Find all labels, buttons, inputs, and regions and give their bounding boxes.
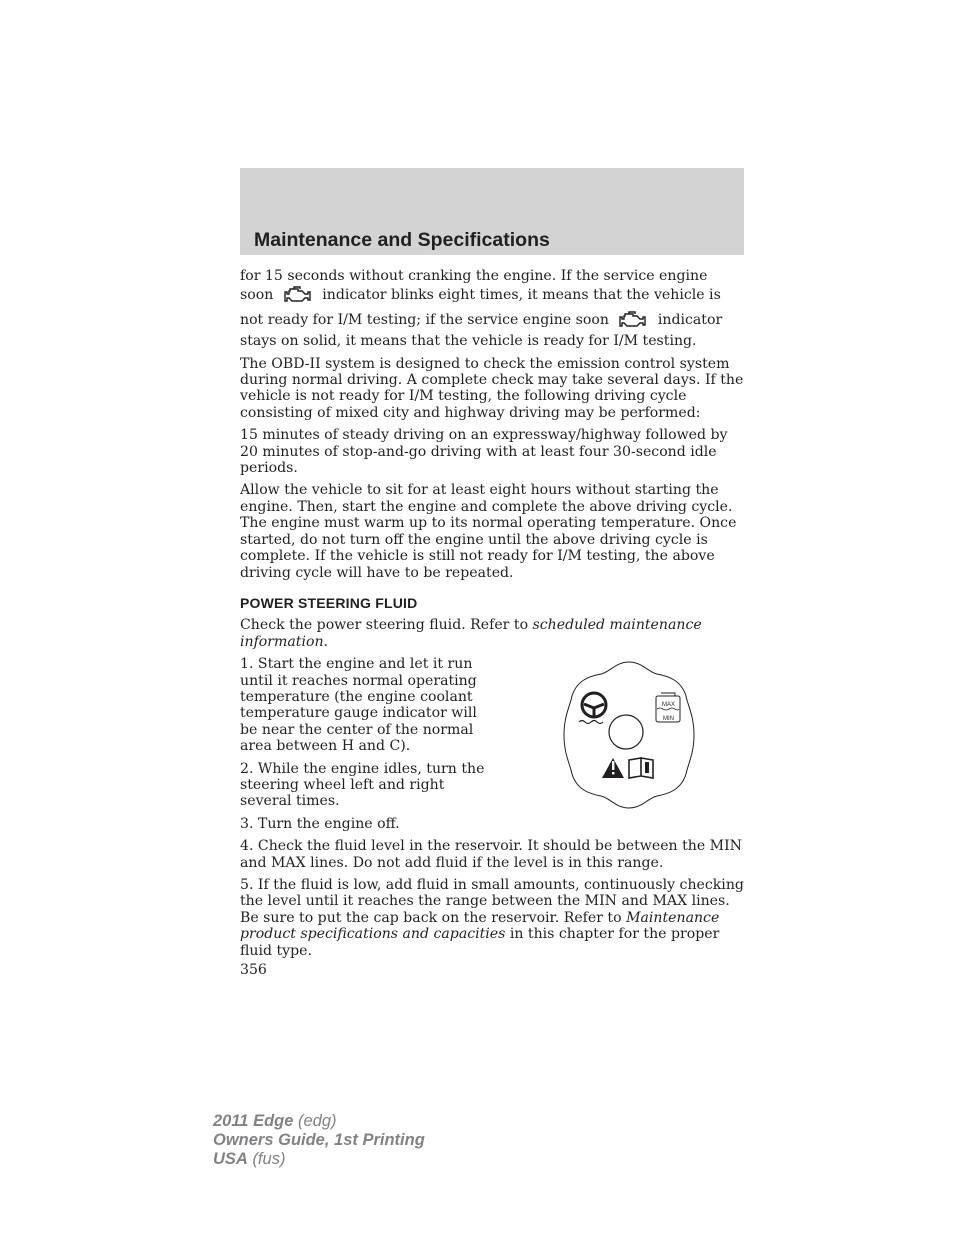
paragraph-sit-overnight: Allow the vehicle to sit for at least eight hours without starting the engine. Then, start the engine and complete the above driving cycle. The engine must warm up to its normal operating temperature. Once started, do not turn off the engine until the above driving cycle is complete. If the vehicle is still not ready for I/M testing, the above driving cycle will have to be repeated. <box>240 482 737 581</box>
engine-icon <box>617 309 647 333</box>
text-run: in this chapter for the proper fluid type. <box>240 926 720 959</box>
footer-market-code: (fus) <box>252 1150 286 1168</box>
fluid-wave-icon <box>579 721 603 724</box>
step-1: 1. Start the engine and let it run until it reaches normal operating temperature (the engine coolant temperature gauge indicator will be near the center of the normal area between H and C). <box>240 656 477 755</box>
footer-guide: Owners Guide, 1st Printing <box>213 1131 425 1149</box>
reference-link: scheduled maintenance information <box>240 617 702 650</box>
paragraph-service-engine <box>240 268 745 350</box>
step-5 <box>240 877 745 959</box>
engine-icon <box>282 284 312 308</box>
paragraph-driving-cycle: 15 minutes of steady driving on an expressway/highway followed by 20 minutes of stop-and-go driving with at least four 30-second idle periods. <box>240 427 728 477</box>
page-number: 356 <box>240 962 267 978</box>
manual-book-icon <box>629 758 653 778</box>
text-run: indicator stays on solid, it means that the vehicle is ready for I/M testing. <box>240 311 723 350</box>
warning-icon <box>602 758 624 778</box>
paragraph-obd: The OBD-II system is designed to check the emission control system during normal driving. A complete check may take several days. If the vehicle is not ready for I/M testing, the following driving cycle consisting of mixed city and highway driving may be performed: <box>240 355 744 421</box>
min-label: MIN <box>663 716 674 722</box>
step-3: 3. Turn the engine off. <box>240 815 400 832</box>
text-run: Check the power steering fluid. Refer to <box>240 617 529 634</box>
reference-link: Maintenance product specifications and capacities <box>240 909 720 943</box>
cap-outline <box>564 662 694 808</box>
paragraph-intro <box>240 617 745 650</box>
text-run: indicator blinks eight times, it means that the vehicle is not ready for I/M testing; if the service engine soon <box>240 287 721 328</box>
main-content <box>240 268 745 965</box>
text-run: . <box>323 633 329 650</box>
step-4: 4. Check the fluid level in the reservoir. It should be between the MIN and MAX lines. Do not add fluid if the level is in this range. <box>240 838 742 871</box>
footer-model: 2011 Edge <box>213 1112 294 1130</box>
text-run: for 15 seconds without cranking the engine. If the service engine soon <box>240 268 708 304</box>
step-2: 2. While the engine idles, turn the steering wheel left and right several times. <box>240 760 485 810</box>
text-run: 5. If the fluid is low, add fluid in small amounts, continuously checking the level until it reaches the range between the MIN and MAX lines. Be sure to put the cap back on the reservoir. Refer to <box>240 877 744 926</box>
footer-market: USA <box>213 1150 248 1168</box>
section-heading: POWER STEERING FLUID <box>240 594 418 611</box>
reservoir-cap-figure <box>562 660 696 810</box>
cap-center <box>609 715 643 749</box>
max-label: MAX <box>662 702 676 708</box>
footer-model-code: (edg) <box>298 1112 337 1130</box>
footer-imprint <box>213 1112 425 1169</box>
page-title: Maintenance and Specifications <box>254 229 550 251</box>
header-band <box>240 168 744 255</box>
